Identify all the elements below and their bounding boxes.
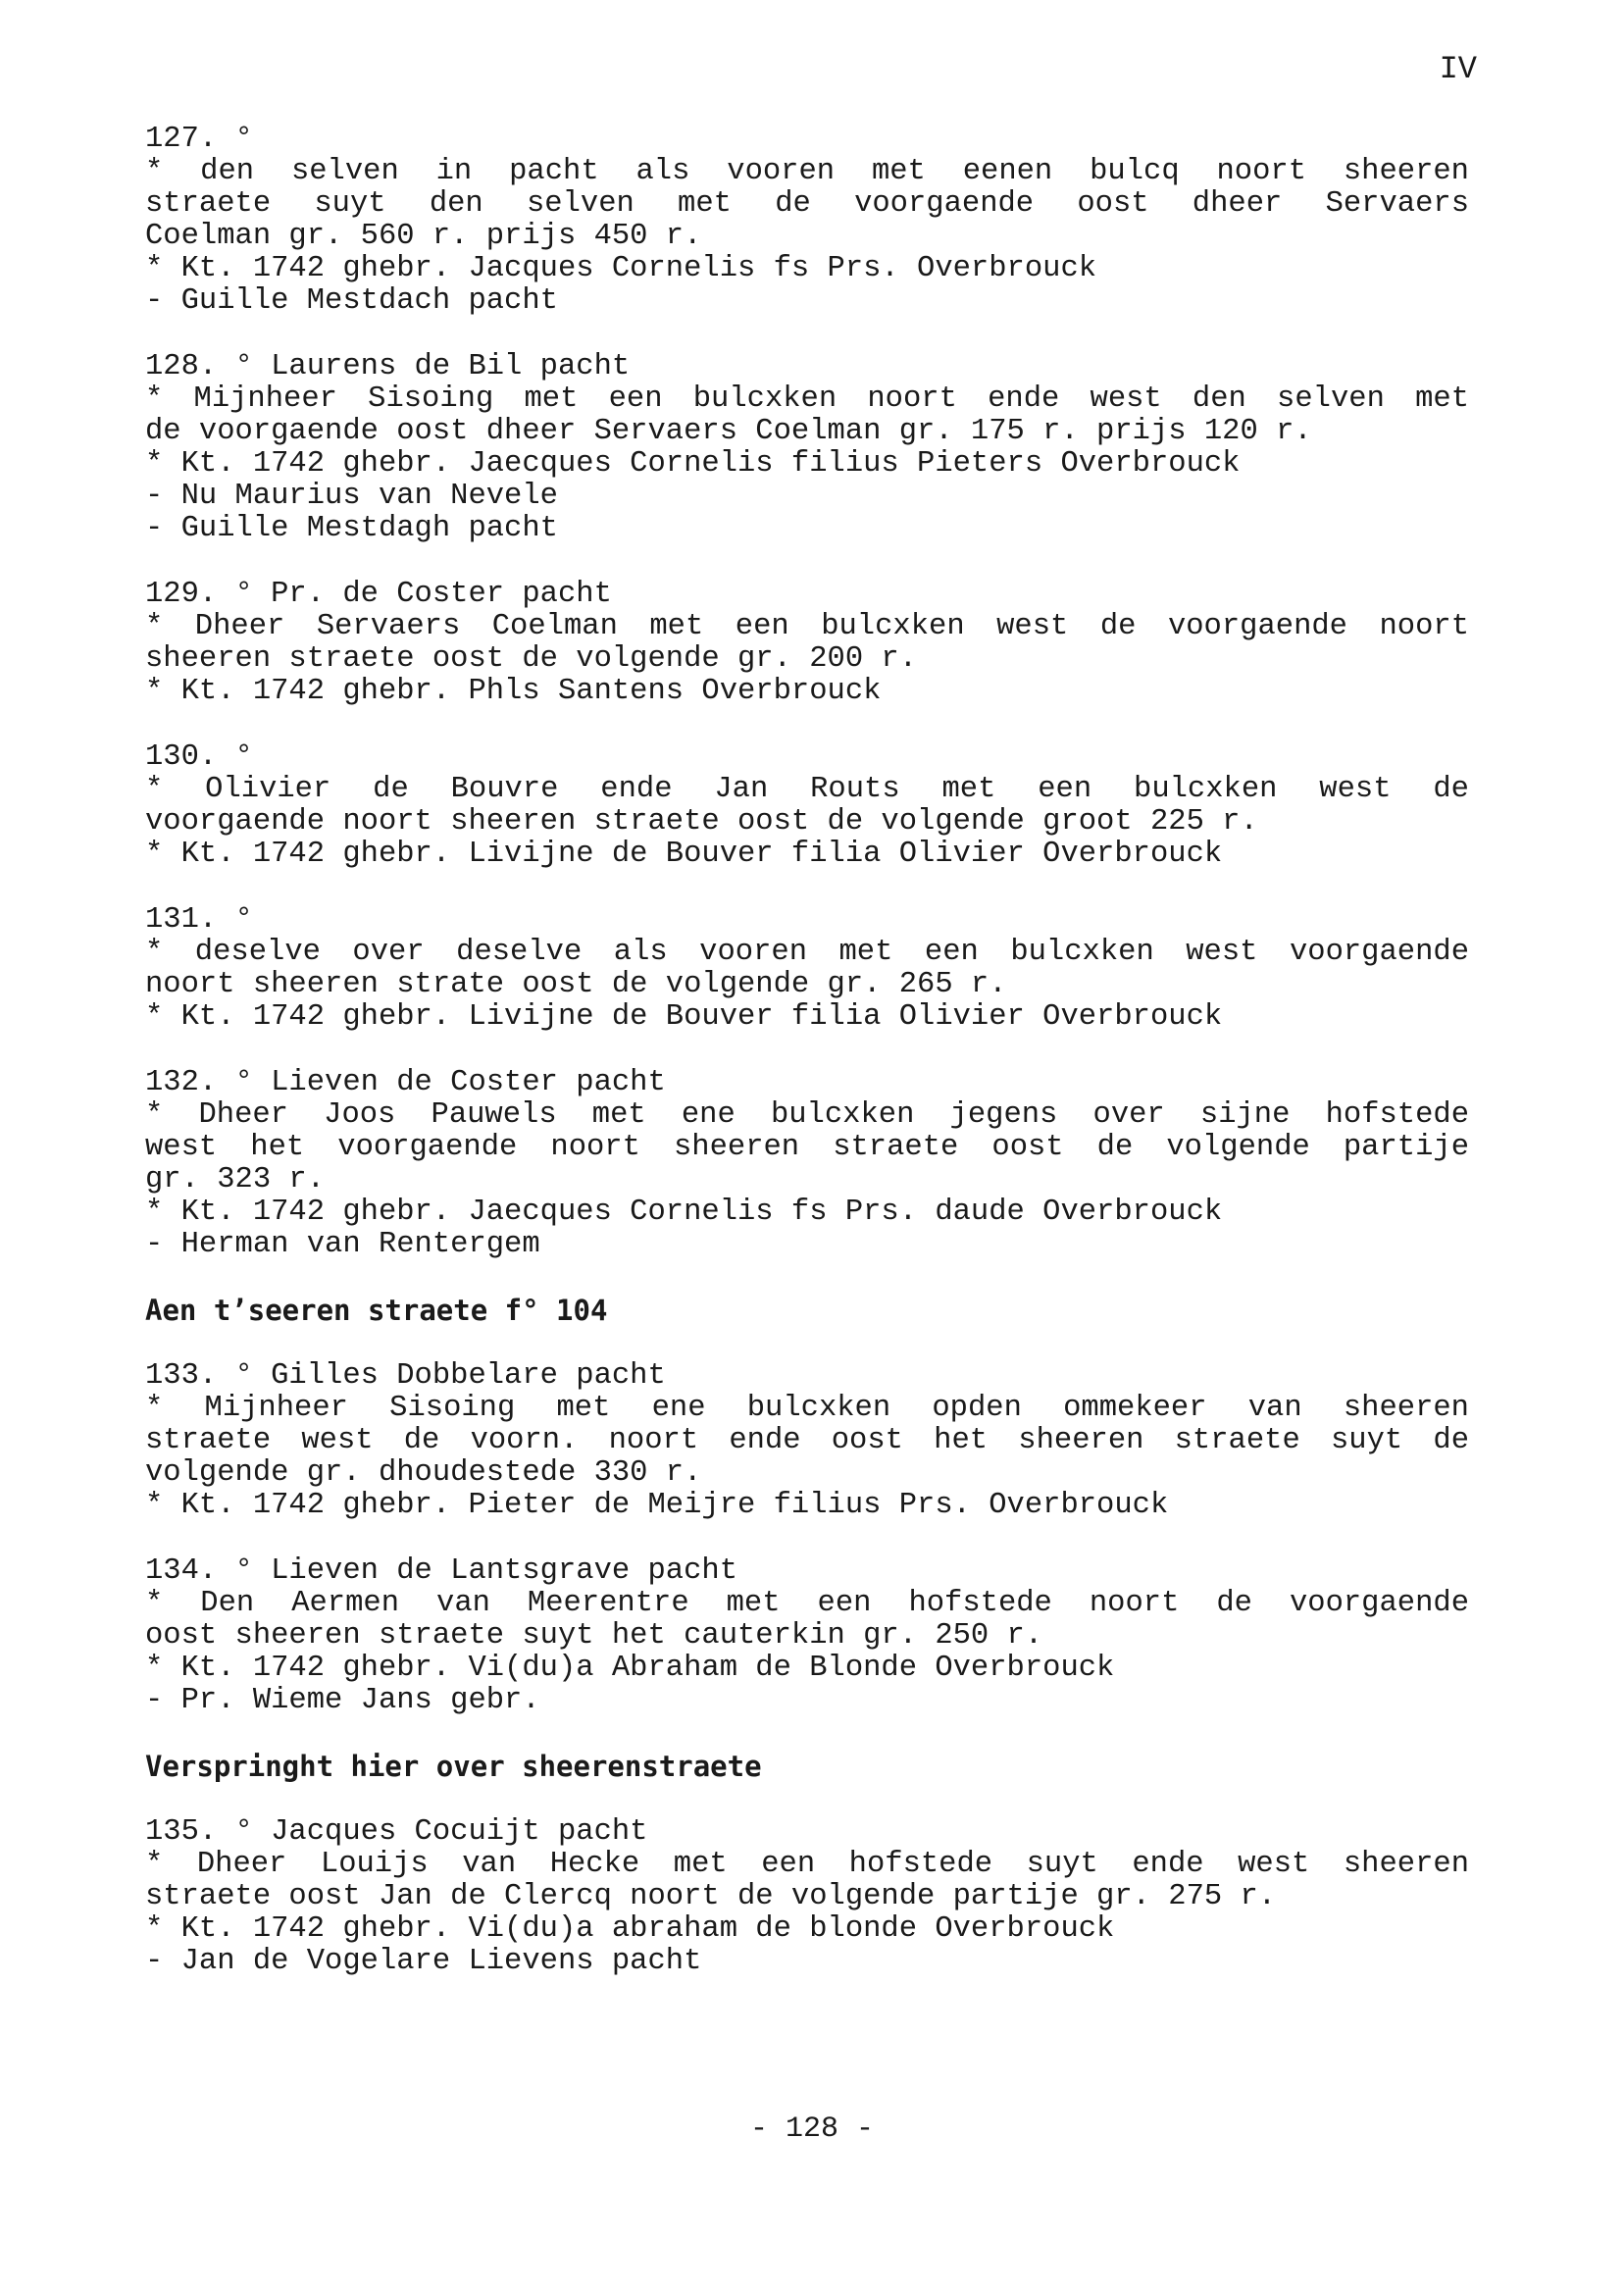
entry-text-line: voorgaende noort sheeren straete oost de volgende groot 225 r. [145, 805, 1258, 839]
parcel-entry [145, 1360, 1469, 1522]
entry-text-line: sheeren straete oost de volgende gr. 200 r. [145, 642, 918, 676]
parcel-entry [145, 741, 1469, 871]
page-number: - 128 - [749, 2113, 875, 2146]
entry-text-line: straete suyt den selven met de voorgaende oost dheer Servaers [145, 187, 1469, 221]
entry-number-line: 127. ° [145, 123, 253, 156]
parcel-entry [145, 124, 1469, 318]
document-body [145, 124, 1469, 2011]
entry-text-line: * Olivier de Bouvre ende Jan Routs met een bulcxken west de [145, 773, 1469, 806]
entry-text-line: noort sheeren strate oost de volgende gr. 265 r. [145, 968, 1007, 1001]
entry-number-line: 131. ° [145, 903, 253, 937]
entry-text-line: * Den Aermen van Meerentre met een hofstede noort de voorgaende [145, 1587, 1469, 1620]
entry-text-line: - Pr. Wieme Jans gebr. [145, 1684, 540, 1717]
entry-text-line: oost sheeren straete suyt het cauterkin gr. 250 r. [145, 1619, 1043, 1653]
entry-text-line: - Guille Mestdach pacht [145, 284, 558, 318]
entry-number-line: 129. ° Pr. de Coster pacht [145, 578, 612, 611]
entry-text-line: * Kt. 1742 ghebr. Vi(du)a abraham de blonde Overbrouck [145, 1912, 1115, 1946]
entry-text-line: * Kt. 1742 ghebr. Livijne de Bouver filia Olivier Overbrouck [145, 838, 1223, 871]
entry-number-line: 130. ° [145, 740, 253, 774]
entry-text-line: - Guille Mestdagh pacht [145, 512, 558, 545]
entry-text-line: * Dheer Joos Pauwels met ene bulcxken jegens over sijne hofstede [145, 1098, 1469, 1132]
entry-text-line: * Kt. 1742 ghebr. Phls Santens Overbrouck [145, 675, 882, 708]
entry-text-line: * Kt. 1742 ghebr. Livijne de Bouver filia Olivier Overbrouck [145, 1000, 1223, 1034]
entry-text-line: * Mijnheer Sisoing met ene bulcxken opden ommekeer van sheeren [145, 1392, 1469, 1425]
parcel-entry [145, 579, 1469, 708]
entry-text-line: straete west de voorn. noort ende oost het sheeren straete suyt de [145, 1424, 1469, 1457]
parcel-entry [145, 1067, 1469, 1261]
entry-text-line: Coelman gr. 560 r. prijs 450 r. [145, 220, 702, 253]
entry-text-line: - Jan de Vogelare Lievens pacht [145, 1945, 702, 1978]
entry-text-line: gr. 323 r. [145, 1163, 326, 1196]
entry-text-line: west het voorgaende noort sheeren straete oost de volgende partije [145, 1131, 1469, 1164]
parcel-entry [145, 351, 1469, 545]
page-mark: IV [1439, 51, 1477, 87]
entry-text-line: de voorgaende oost dheer Servaers Coelman gr. 175 r. prijs 120 r. [145, 415, 1312, 448]
entry-text-line: * Mijnheer Sisoing met een bulcxken noort ende west den selven met [145, 382, 1469, 416]
entry-number-line: 132. ° Lieven de Coster pacht [145, 1066, 666, 1099]
entry-text-line: * Kt. 1742 ghebr. Jacques Cornelis fs Prs. Overbrouck [145, 252, 1097, 285]
entry-text-line: * Dheer Servaers Coelman met een bulcxken west de voorgaende noort [145, 610, 1469, 643]
entry-text-line: * Kt. 1742 ghebr. Jaecques Cornelis fs Prs. daude Overbrouck [145, 1196, 1223, 1229]
entry-text-line: * Dheer Louijs van Hecke met een hofstede suyt ende west sheeren [145, 1848, 1469, 1881]
entry-number-line: 128. ° Laurens de Bil pacht [145, 350, 631, 383]
parcel-entry [145, 1555, 1469, 1717]
section-heading: Aen t’seeren straete f° 104 [145, 1294, 608, 1327]
entry-text-line: * Kt. 1742 ghebr. Jaecques Cornelis filius Pieters Overbrouck [145, 447, 1241, 481]
entry-text-line: * Kt. 1742 ghebr. Vi(du)a Abraham de Blonde Overbrouck [145, 1652, 1115, 1685]
section-heading: Verspringht hier over sheerenstraete [145, 1750, 762, 1783]
entry-text-line: * den selven in pacht als vooren met eenen bulcq noort sheeren [145, 155, 1469, 188]
entry-text-line: volgende gr. dhoudestede 330 r. [145, 1456, 702, 1490]
entry-text-line: * deselve over deselve als vooren met een bulcxken west voorgaende [145, 936, 1469, 969]
entry-text-line: straete oost Jan de Clercq noort de volgende partije gr. 275 r. [145, 1880, 1277, 1913]
entry-text-line: - Nu Maurius van Nevele [145, 480, 558, 513]
parcel-entry [145, 904, 1469, 1034]
parcel-entry [145, 1816, 1469, 1978]
entry-number-line: 135. ° Jacques Cocuijt pacht [145, 1815, 648, 1849]
entry-text-line: * Kt. 1742 ghebr. Pieter de Meijre filius Prs. Overbrouck [145, 1489, 1169, 1522]
entry-number-line: 134. ° Lieven de Lantsgrave pacht [145, 1554, 737, 1588]
entry-number-line: 133. ° Gilles Dobbelare pacht [145, 1359, 666, 1393]
entry-text-line: - Herman van Rentergem [145, 1228, 540, 1261]
